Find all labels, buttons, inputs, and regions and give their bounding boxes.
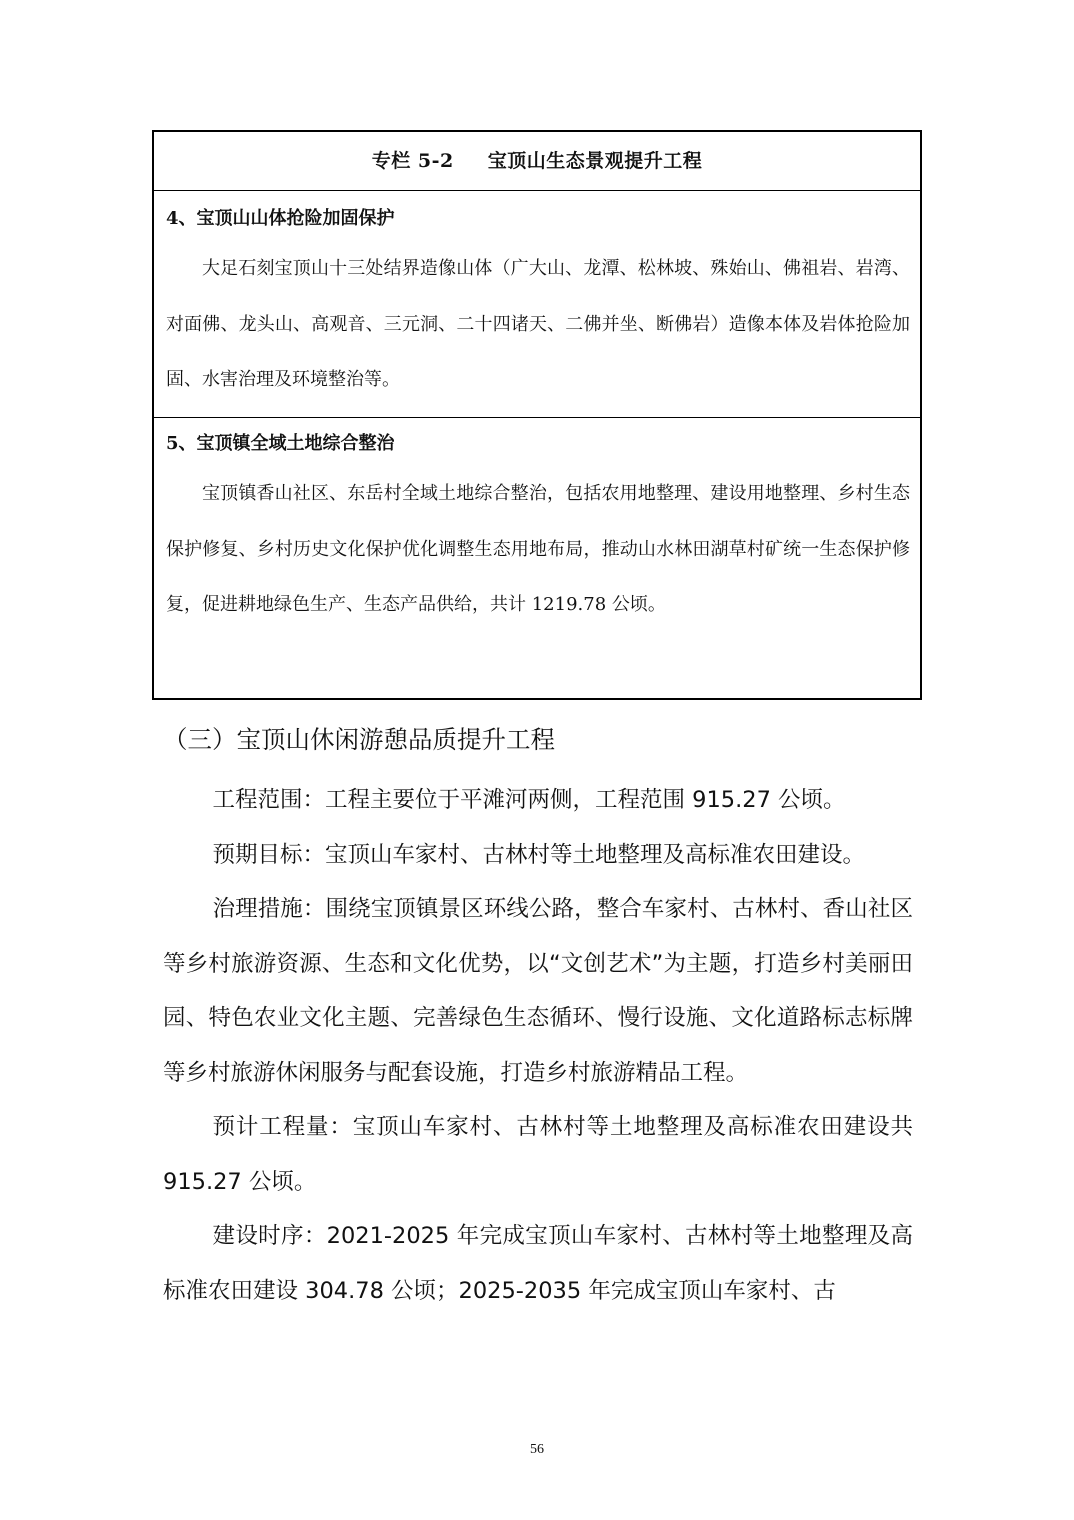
paragraph-schedule: 建设时序：2021-2025 年完成宝顶山车家村、古林村等土地整理及高标准农田建设 304.78 公顷；2025-2035 年完成宝顶山车家村、古	[163, 1223, 913, 1304]
section-heading: 4、宝顶山山体抢险加固保护	[166, 208, 395, 229]
body-text	[163, 773, 913, 1318]
box-title-main: 宝顶山生态景观提升工程	[487, 150, 703, 172]
section-title: （三）宝顶山休闲游憩品质提升工程	[163, 725, 555, 754]
box-section-4	[154, 191, 920, 418]
page-number: 56	[530, 1442, 544, 1457]
paragraph-quantity: 预计工程量：宝顶山车家村、古林村等土地整理及高标准农田建设共 915.27 公顷。	[163, 1114, 913, 1195]
section-body: 大足石刻宝顶山十三处结界造像山体（广大山、龙潭、松林坡、殊始山、佛祖岩、岩湾、对面佛、龙头山、高观音、三元洞、二十四诸天、二佛并坐、断佛岩）造像本体及岩体抢险加固、水害治理及环境整治等。	[166, 258, 910, 390]
box-title-prefix: 专栏 5-2	[371, 150, 454, 172]
paragraph-measures: 治理措施：围绕宝顶镇景区环线公路，整合车家村、古林村、香山社区等乡村旅游资源、生态和文化优势，以“文创艺术”为主题，打造乡村美丽田园、特色农业文化主题、完善绿色生态循环、慢行设施、文化道路标志标牌等乡村旅游休闲服务与配套设施，打造乡村旅游精品工程。	[163, 896, 913, 1086]
paragraph-goal: 预期目标：宝顶山车家村、古林村等土地整理及高标准农田建设。	[212, 841, 866, 868]
feature-box	[152, 130, 922, 700]
box-section-5	[154, 418, 920, 633]
paragraph-scope: 工程范围：工程主要位于平滩河两侧，工程范围 915.27 公顷。	[212, 787, 846, 813]
box-title	[154, 132, 920, 191]
section-heading: 5、宝顶镇全域土地综合整治	[166, 433, 395, 454]
section-body: 宝顶镇香山社区、东岳村全域土地综合整治，包括农用地整理、建设用地整理、乡村生态保护修复、乡村历史文化保护优化调整生态用地布局，推动山水林田湖草村矿统一生态保护修复，促进耕地绿色生产、生态产品供给，共计 1219.78 公顷。	[166, 483, 910, 615]
